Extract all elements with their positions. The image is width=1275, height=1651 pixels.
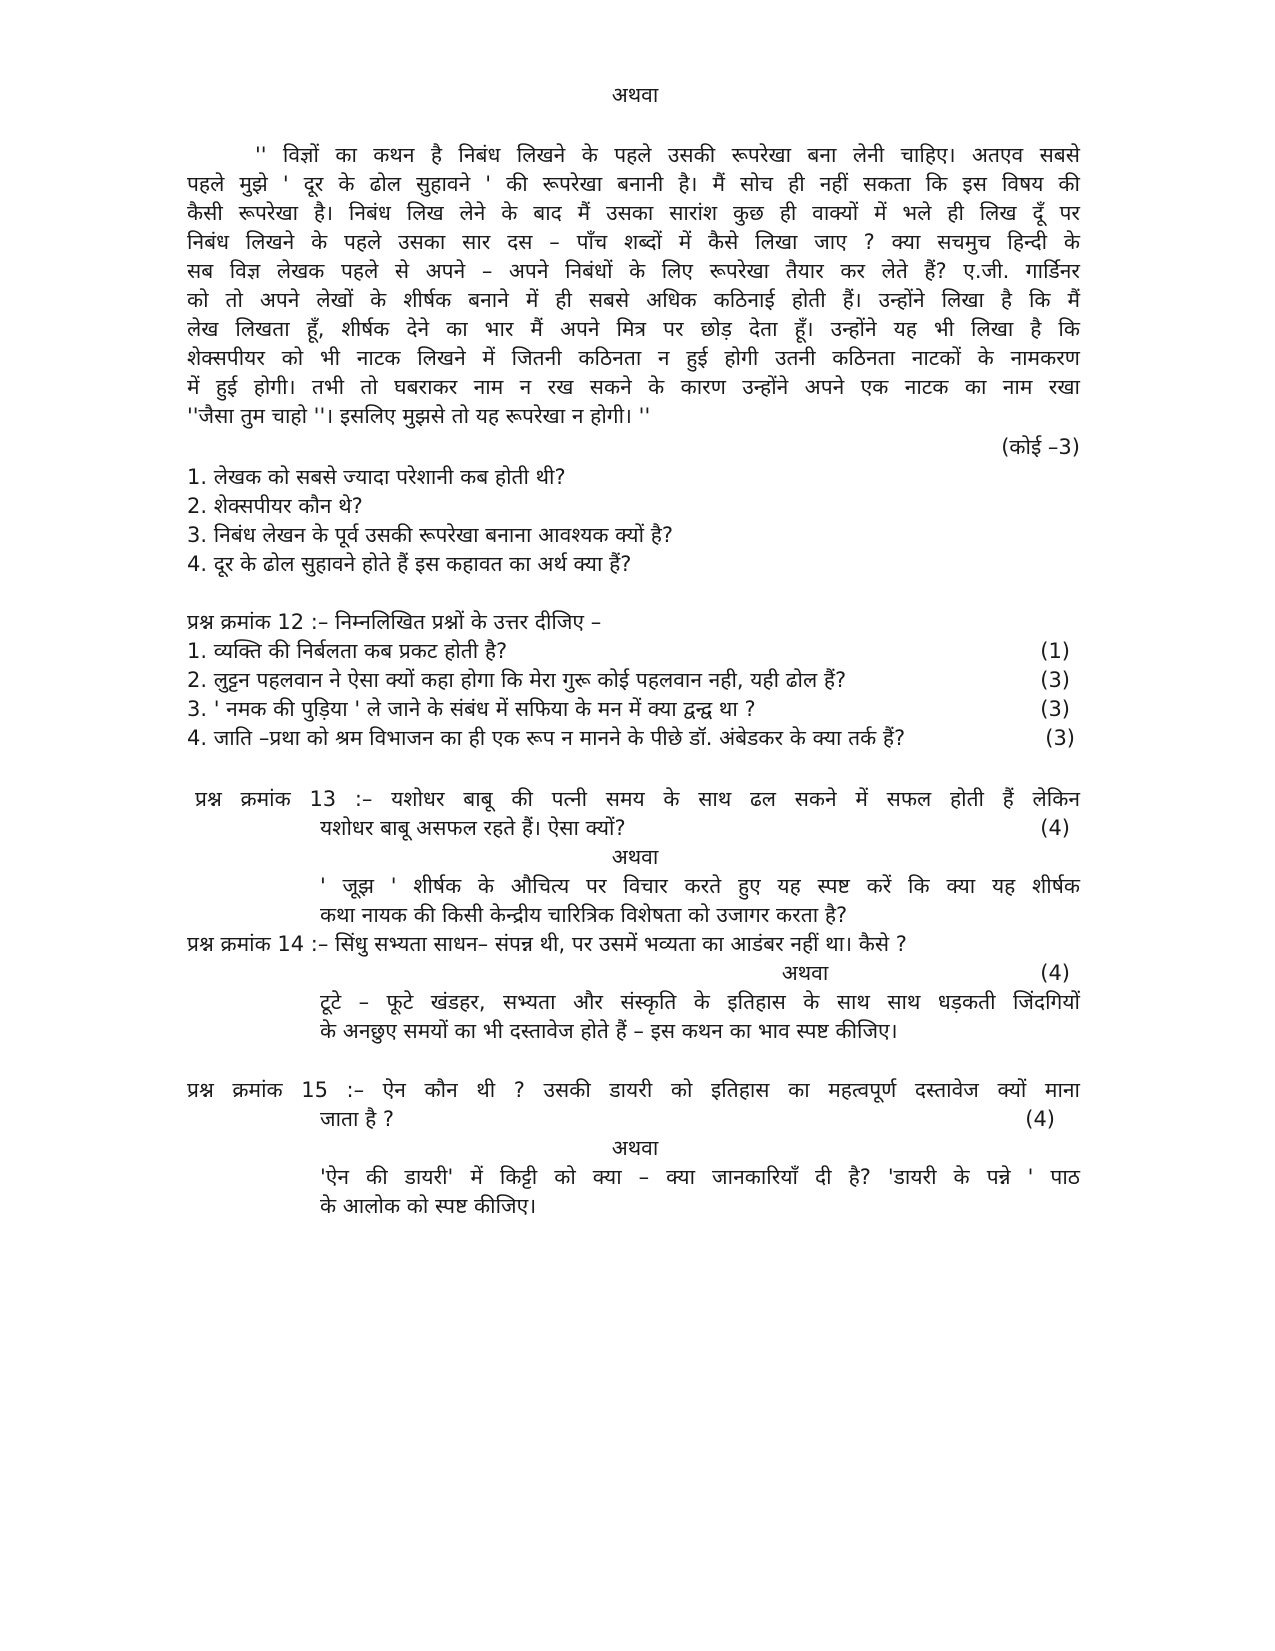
- passage-question: 2. शेक्सपीयर कौन थे?: [187, 494, 363, 518]
- q15-marks: (4): [1025, 1107, 1055, 1131]
- q12-item: 4. जाति –प्रथा को श्रम विभाजन का ही एक रूप न मानने के पीछे डॉ. अंबेडकर के क्या तर्क हैं?: [187, 726, 906, 750]
- q14-line: प्रश्न क्रमांक 14 :– सिंधु सभ्यता साधन– संपन्न थी, पर उसमें भव्यता का आडंबर नहीं था। कैसे ?: [187, 932, 907, 956]
- q14-or: अथवा: [781, 961, 829, 985]
- passage-line: ''जैसा तुम चाहो ''। इसलिए मुझसे तो यह रूपरेखा न होगी। '': [187, 404, 651, 428]
- q12-title: प्रश्न क्रमांक 12 :– निम्नलिखित प्रश्नों के उत्तर दीजिए –: [187, 610, 602, 634]
- q12-item: 2. लुट्टन पहलवान ने ऐसा क्यों कहा होगा कि मेरा गुरू कोई पहलवान नही, यही ढोल हैं?: [187, 668, 847, 692]
- passage-line: सब विज्ञ लेखक पहले से अपने – अपने निबंधों के लिए रूपरेखा तैयार कर लेते हैं? ए.जी. गार्डिनर: [187, 259, 1080, 283]
- passage-question: 3. निबंध लेखन के पूर्व उसकी रूपरेखा बनाना आवश्यक क्यों है?: [187, 523, 674, 547]
- passage-line: कैसी रूपरेखा है। निबंध लिख लेने के बाद मैं उसका सारांश कुछ ही वाक्यों में भले ही लिख दूँ पर: [187, 201, 1080, 225]
- q13-alt-line: कथा नायक की किसी केन्द्रीय चारित्रिक विशेषता को उजागर करता है?: [320, 903, 848, 927]
- q14-marks: (4): [1040, 961, 1070, 985]
- q12-item-marks: (3): [1045, 726, 1075, 750]
- q13-line: यशोधर बाबू असफल रहते हैं। ऐसा क्यों?: [320, 816, 626, 840]
- q15-line: जाता है ?: [320, 1107, 395, 1131]
- passage-line: पहले मुझे ' दूर के ढोल सुहावने ' की रूपरेखा बनानी है। मैं सोच ही नहीं सकता कि इस विषय की: [187, 172, 1080, 196]
- q12-item: 1. व्यक्ति की निर्बलता कब प्रकट होती है?: [187, 639, 508, 663]
- passage-question: 1. लेखक को सबसे ज्यादा परेशानी कब होती थी?: [187, 465, 566, 489]
- passage-line: को तो अपने लेखों के शीर्षक बनाने में ही सबसे अधिक कठिनाई होती हैं। उन्होंने लिखा है कि मैं: [187, 288, 1080, 312]
- q13-line: प्रश्न क्रमांक 13 :– यशोधर बाबू की पत्नी समय के साथ ढल सकने में सफल होती हैं लेकिन: [195, 787, 1080, 811]
- q13-alt-line: ' जूझ ' शीर्षक के औचित्य पर विचार करते हुए यह स्पष्ट करें कि क्या यह शीर्षक: [320, 874, 1080, 898]
- passage-line: '' विज्ञों का कथन है निबंध लिखने के पहले उसकी रूपरेखा बना लेनी चाहिए। अतएव सबसे: [255, 143, 1080, 167]
- passage-line: में हुई होगी। तभी तो घबराकर नाम न रख सकने के कारण उन्होंने अपने एक नाटक का नाम रखा: [187, 375, 1080, 399]
- q15-alt-line: 'ऐन की डायरी' में किट्टी को क्या – क्या जानकारियाँ दी है? 'डायरी के पन्ने ' पाठ: [320, 1165, 1080, 1189]
- q14-alt-line: के अनछुए समयों का भी दस्तावेज होते हैं – इस कथन का भाव स्पष्ट कीजिए।: [320, 1019, 898, 1043]
- q15-line: प्रश्न क्रमांक 15 :– ऐन कौन थी ? उसकी डायरी को इतिहास का महत्वपूर्ण दस्तावेज क्यों माना: [187, 1078, 1080, 1102]
- q12-item: 3. ' नमक की पुड़िया ' ले जाने के संबंध में सफिया के मन में क्या द्वन्द्व था ?: [187, 697, 756, 721]
- q12-item-marks: (3): [1040, 697, 1070, 721]
- q14-alt-line: टूटे – फूटे खंडहर, सभ्यता और संस्कृति के इतिहास के साथ साथ धड़कती जिंदगियों: [320, 990, 1080, 1014]
- passage-question: 4. दूर के ढोल सुहावने होते हैं इस कहावत का अर्थ क्या हैं?: [187, 552, 632, 576]
- passage-line: निबंध लिखने के पहले उसका सार दस – पाँच शब्दों में कैसे लिखा जाए ? क्या सचमुच हिन्दी के: [187, 230, 1080, 254]
- passage-or-heading: अथवा: [611, 83, 659, 107]
- q15-or: अथवा: [611, 1136, 659, 1160]
- q12-item-marks: (3): [1040, 668, 1070, 692]
- q13-marks: (4): [1040, 816, 1070, 840]
- q15-alt-line: के आलोक को स्पष्ट कीजिए।: [320, 1194, 537, 1218]
- passage-marks-note: (कोई –3): [1001, 435, 1080, 459]
- passage-line: शेक्सपीयर को भी नाटक लिखने में जितनी कठिनता न हुई होगी उतनी कठिनता नाटकों के नामकरण: [187, 346, 1080, 370]
- q12-item-marks: (1): [1040, 639, 1070, 663]
- q13-or: अथवा: [611, 845, 659, 869]
- passage-line: लेख लिखता हूँ, शीर्षक देने का भार मैं अपने मित्र पर छोड़ देता हूँ। उन्होंने यह भी लिखा है कि: [187, 317, 1080, 341]
